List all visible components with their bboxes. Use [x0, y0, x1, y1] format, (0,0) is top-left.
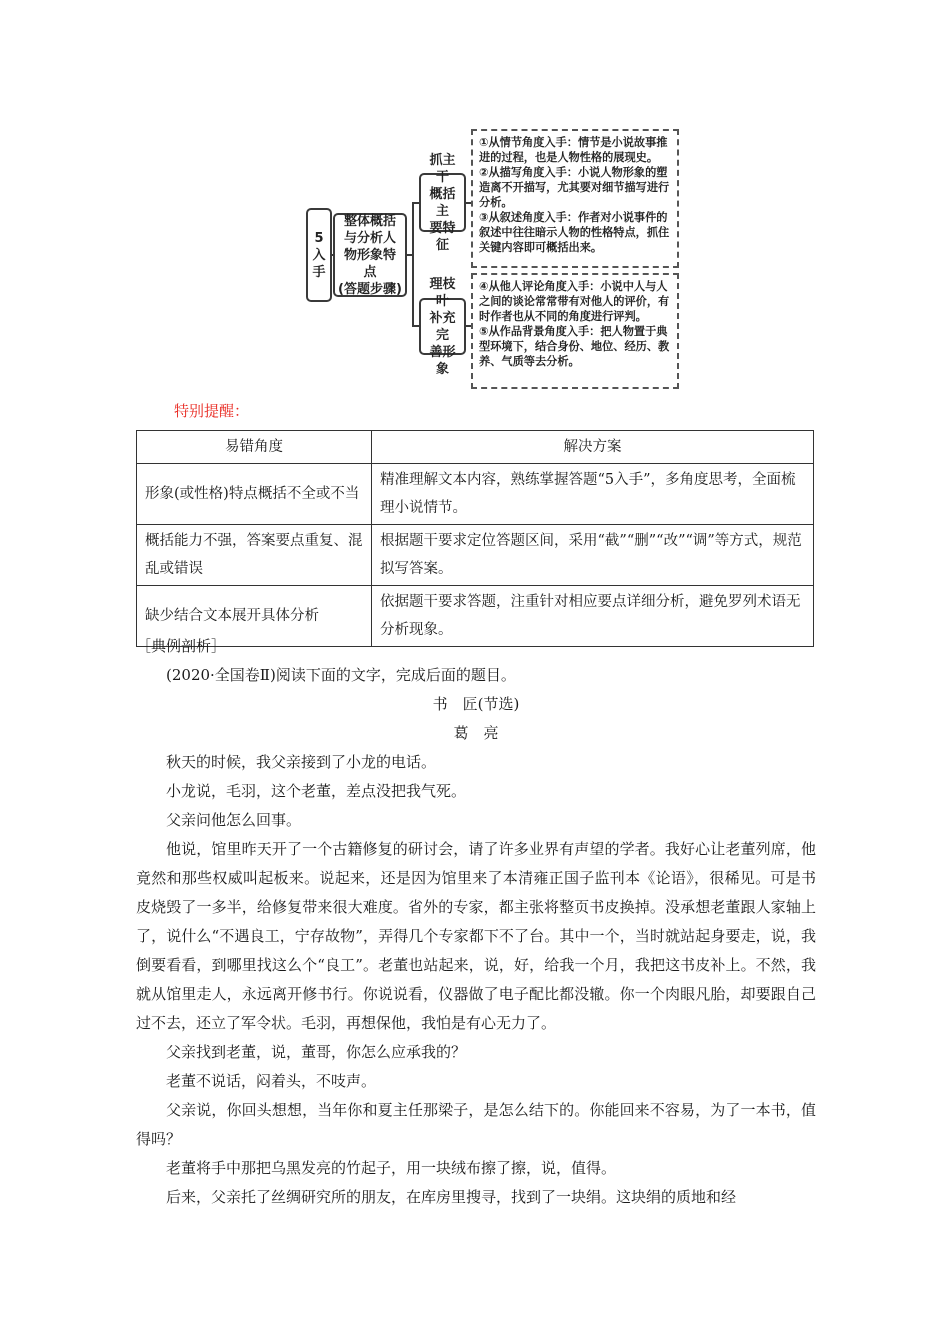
root-label-line: 5: [314, 230, 324, 246]
table-header-cell: 解决方案: [372, 431, 814, 464]
reminder-heading: 特别提醒：: [174, 402, 250, 420]
method-item: ①从情节角度入手：情节是小说故事推进的过程，也是人物性格的展现史。: [479, 136, 668, 164]
article-paragraph: 他说，馆里昨天开了一个古籍修复的研讨会，请了许多业界有声望的学者。我好心让老董列席，他竟然和那些权威叫起板来。说起来，还是因为馆里来了本清雍正国子监刊本《论语》，很稀见。可是书皮烧毁了一多半，给修复带来很大难度。省外的专家，都主张将整页书皮换掉。没承想老董跟人家轴上了，说什么“不遇良工，宁存故物”，弄得几个专家都下不了台。其中一个，当时就站起身要走，说，我倒要看看，到哪里找这么个“良工”。老董也站起来，说，好，给我一个月，我把这书皮补上。不然，我就从馆里走人，永远离开修书行。你说说看，仪器做了电子配比都没辙。你一个肉眼凡胎，却要跟自己过不去，还立了军令状。毛羽，再想保他，我怕是有心无力了。: [136, 840, 816, 1032]
branch-label-line: 要特征: [429, 220, 456, 253]
branch-node-main: [419, 152, 466, 253]
table-cell: 精准理解文本内容，熟练掌握答题“5入手”，多角度思考，全面梳理小说情节。: [372, 464, 814, 525]
table-header-row: [137, 431, 814, 464]
connector-line: [412, 202, 414, 326]
section-label: ［典例剖析］: [136, 637, 227, 655]
branch-label-line: 抓主干: [429, 152, 456, 185]
table-cell: 根据题干要求定位答题区间，采用“截”“删”“改”“调”等方式，规范拟写答案。: [372, 525, 814, 586]
branch-node-detail: [419, 276, 466, 377]
root-label-line: 手: [312, 264, 326, 280]
article-author: 葛 亮: [453, 724, 499, 742]
article-paragraph: 后来，父亲托了丝绸研究所的朋友，在库房里搜寻，找到了一块绢。这块绢的质地和经: [166, 1188, 737, 1206]
error-tips-table: [136, 430, 814, 647]
question-source: (2020·全国卷Ⅱ)阅读下面的文字，完成后面的题目。: [166, 666, 516, 684]
root-label-line: 入: [312, 247, 326, 263]
mid-label-line: 与分析人: [343, 230, 396, 246]
mid-label-line: (答题步骤): [338, 281, 402, 297]
branch-label-line: 理枝叶: [429, 276, 456, 309]
example-article: [136, 632, 816, 1212]
mid-label-line: 整体概括: [343, 213, 396, 229]
article-paragraph: 父亲说，你回头想想，当年你和夏主任那梁子，是怎么结下的。你能回来不容易，为了一本书，值得吗？: [136, 1101, 816, 1148]
table-cell: 形象(或性格)特点概括不全或不当: [137, 464, 372, 525]
article-title: 书 匠(节选): [432, 695, 520, 713]
mid-node: [333, 213, 407, 297]
table-cell: 依据题干要求答题，注重针对相应要点详细分析，避免罗列术语无分析现象。: [372, 586, 814, 647]
article-paragraph: 老董不说话，闷着头，不吱声。: [166, 1072, 377, 1090]
connector-line: [412, 202, 419, 204]
table-header-cell: 易错角度: [137, 431, 372, 464]
mind-map-diagram: [0, 0, 950, 400]
method-group-main: [471, 129, 679, 268]
article-paragraph: 老董将手中那把乌黑发亮的竹起子，用一块绒布擦了擦，说，值得。: [166, 1159, 617, 1177]
method-item: ③从叙述角度入手：作者对小说事件的叙述中往往暗示人物的性格特点，抓住关键内容即可概括出来。: [479, 211, 670, 254]
table-row: [137, 525, 814, 586]
article-paragraph: 小龙说，毛羽，这个老董，差点没把我气死。: [166, 782, 467, 800]
method-item: ②从描写角度入手：小说人物形象的塑造离不开描写，尤其要对细节描写进行分析。: [479, 166, 670, 209]
branch-label-line: 善形象: [429, 344, 456, 377]
branch-label-line: 补充完: [429, 310, 456, 343]
article-paragraph: 父亲问他怎么回事。: [166, 811, 302, 829]
mid-label-line: 物形象特点: [343, 247, 396, 280]
branch-label-line: 概括主: [429, 186, 456, 219]
table-row: [137, 464, 814, 525]
method-item: ④从他人评论角度入手：小说中人与人之间的谈论常常带有对他人的评价，有时作者也从不同的角度进行评判。: [479, 280, 670, 323]
table-cell: 概括能力不强，答案要点重复、混乱或错误: [137, 525, 372, 586]
article-paragraph: 父亲找到老董，说，董哥，你怎么应承我的？: [166, 1043, 467, 1061]
table-cell: 缺少结合文本展开具体分析: [137, 586, 372, 647]
root-node: [306, 208, 332, 302]
article-paragraph: 秋天的时候，我父亲接到了小龙的电话。: [166, 753, 437, 771]
method-item: ⑤从作品背景角度入手：把人物置于典型环境下，结合身份、地位、经历、教养、气质等去分析。: [479, 325, 670, 368]
connector-line: [412, 325, 419, 327]
method-group-detail: [471, 273, 679, 389]
